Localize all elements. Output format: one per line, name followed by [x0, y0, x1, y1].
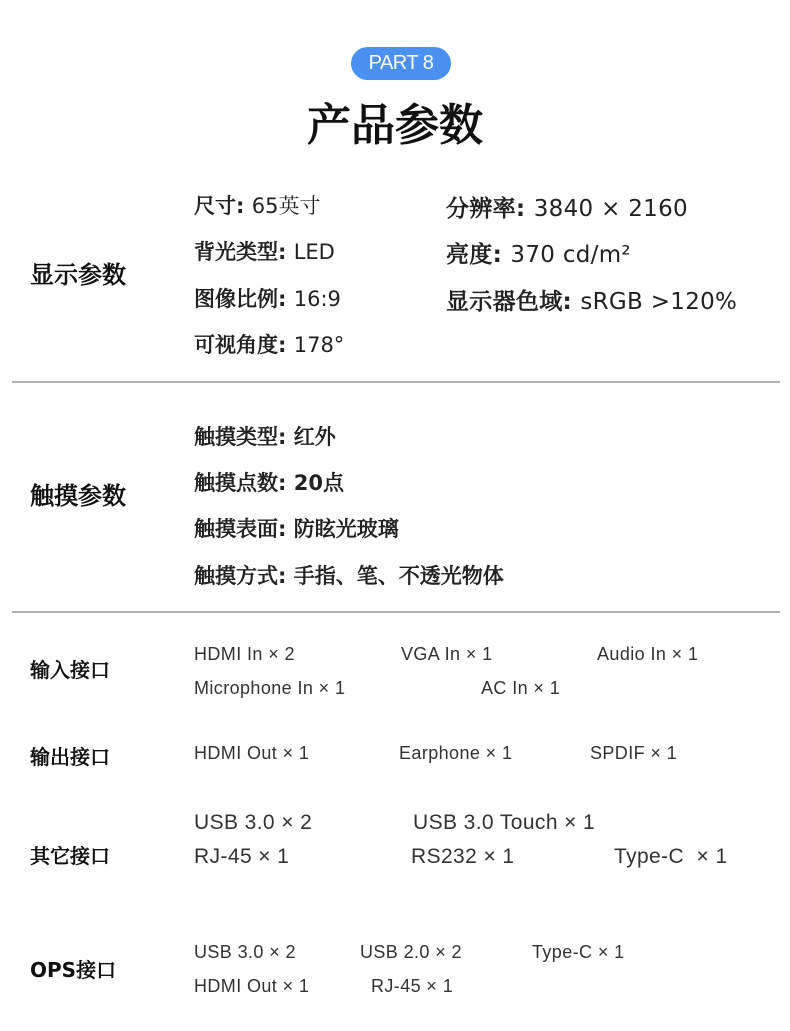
- port-item: HDMI Out × 1: [194, 743, 310, 763]
- port-item: SPDIF × 1: [590, 743, 678, 763]
- section-label-other-ports: 其它接口: [30, 844, 110, 868]
- port-item: Audio In × 1: [597, 644, 699, 664]
- port-item: RS232 × 1: [411, 845, 515, 868]
- spec-value: 370 cd/m²: [510, 242, 631, 268]
- section-label-ops-ports: OPS接口: [30, 958, 117, 982]
- spec-key: 分辨率:: [446, 196, 534, 222]
- port-item: AC In × 1: [481, 678, 561, 698]
- spec-key: 背光类型:: [194, 240, 294, 264]
- divider: [12, 611, 780, 613]
- spec-touch-type: [194, 421, 336, 451]
- port-item: Type-C × 1: [532, 942, 625, 962]
- spec-viewing-angle: [194, 329, 344, 359]
- port-item: HDMI In × 2: [194, 644, 295, 664]
- spec-key: 触摸方式:: [194, 564, 294, 588]
- port-item: USB 3.0 × 2: [194, 811, 313, 834]
- spec-value: 红外: [293, 425, 336, 449]
- spec-touch-method: [194, 560, 504, 590]
- port-item: VGA In × 1: [401, 644, 493, 664]
- spec-key: 可视角度:: [194, 333, 294, 357]
- spec-aspect-ratio: [194, 283, 341, 313]
- spec-key: 触摸类型:: [194, 425, 294, 449]
- spec-key: 触摸点数:: [194, 471, 294, 495]
- spec-brightness: [446, 236, 631, 269]
- spec-color-gamut: [446, 283, 737, 316]
- spec-touch-surface: [194, 513, 399, 543]
- spec-value: 65英寸: [251, 194, 321, 218]
- spec-key: 亮度:: [446, 242, 511, 268]
- spec-value: 手指、笔、不透光物体: [293, 564, 504, 588]
- divider: [12, 381, 780, 383]
- spec-key: 显示器色域:: [446, 289, 581, 315]
- port-item: Microphone In × 1: [194, 678, 346, 698]
- spec-value: 3840 × 2160: [533, 196, 688, 222]
- section-label-output-ports: 输出接口: [30, 745, 110, 769]
- spec-value: sRGB >120%: [580, 289, 738, 315]
- section-label-display: 显示参数: [30, 261, 126, 289]
- spec-key: 图像比例:: [194, 287, 294, 311]
- spec-key: 触摸表面:: [194, 517, 294, 541]
- spec-resolution: [446, 190, 688, 223]
- spec-value: 20点: [293, 471, 344, 495]
- part-badge: PART 8: [351, 47, 451, 80]
- port-item: HDMI Out × 1: [194, 976, 310, 996]
- spec-value: 178°: [293, 333, 345, 357]
- port-item: Type-C × 1: [614, 845, 728, 868]
- spec-value: 16:9: [293, 287, 341, 311]
- spec-backlight: [194, 236, 335, 266]
- section-label-touch: 触摸参数: [30, 482, 126, 510]
- spec-value: 防眩光玻璃: [293, 517, 399, 541]
- spec-touch-points: [194, 467, 344, 497]
- port-item: USB 3.0 Touch × 1: [413, 811, 596, 834]
- spec-key: 尺寸:: [194, 194, 252, 218]
- spec-size: [194, 190, 320, 220]
- port-item: RJ-45 × 1: [194, 845, 290, 868]
- page-title: 产品参数: [307, 100, 483, 151]
- port-item: Earphone × 1: [399, 743, 513, 763]
- spec-value: LED: [293, 240, 335, 264]
- port-item: USB 3.0 × 2: [194, 942, 296, 962]
- section-label-input-ports: 输入接口: [30, 658, 110, 682]
- port-item: USB 2.0 × 2: [360, 942, 462, 962]
- port-item: RJ-45 × 1: [371, 976, 454, 996]
